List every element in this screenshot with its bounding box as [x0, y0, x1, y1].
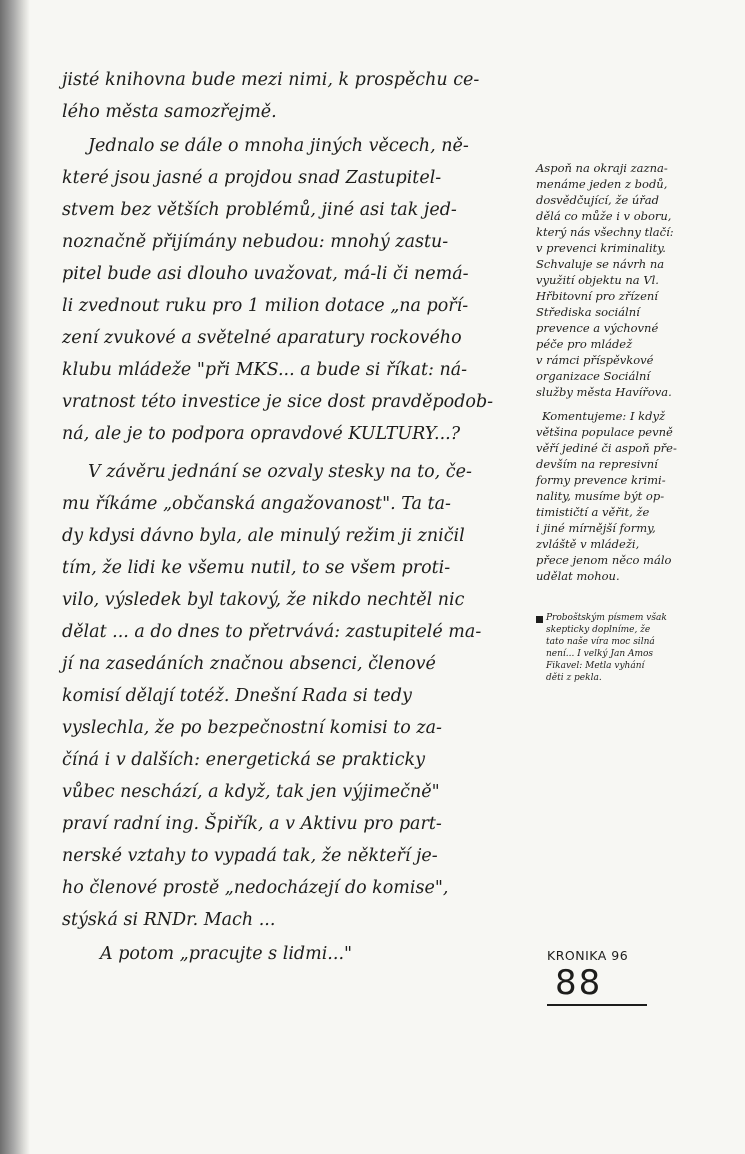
text-line: jisté knihovna bude mezi nimi, k prospěchu ce-	[62, 70, 480, 90]
footnote-line: tato naše víra moc silná	[546, 637, 655, 647]
sidenote-line: péče pro mládež	[536, 337, 633, 351]
text-line: li zvednout ruku pro 1 milion dotace „na poří-	[62, 296, 469, 316]
sidenote-line: Hřbitovní pro zřízení	[536, 289, 658, 303]
sidenote-line: prevence a výchovné	[536, 321, 659, 335]
text-line: Jednalo se dále o mnoha jiných věcech, ně-	[88, 136, 469, 156]
sidenote-line: dělá co může i v oboru,	[536, 209, 672, 223]
text-line: klubu mládeže "při MKS... a bude si říkat: ná-	[62, 360, 468, 380]
text-line: A potom „pracujte s lidmi..."	[100, 944, 353, 964]
footnote-line: děti z pekla.	[546, 673, 602, 683]
sidenote-line: většina populace pevně	[536, 425, 673, 439]
text-line: vůbec neschází, a když, tak jen výjimečně"	[62, 782, 440, 802]
text-line: číná i v dalších: energetická se prakticky	[62, 750, 425, 770]
sidenote-line: Střediska sociální	[536, 305, 640, 319]
sidenote-line: využití objektu na Vl.	[536, 273, 659, 287]
sidenote-line: Komentujeme: I když	[542, 409, 666, 423]
text-line: zení zvukové a světelné aparatury rockového	[62, 328, 462, 348]
text-line: vilo, výsledek byl takový, že nikdo nechtěl nic	[62, 590, 465, 610]
text-line: noznačně přijímány nebudou: mnohý zastu-	[62, 232, 449, 252]
text-line: dy kdysi dávno byla, ale minulý režim ji zničil	[62, 526, 465, 546]
text-line: vratnost této investice je sice dost pravděpodob-	[62, 392, 494, 412]
text-line: nerské vztahy to vypadá tak, že někteří je-	[62, 846, 438, 866]
sidenote-line: formy prevence krimi-	[536, 473, 666, 487]
text-line: jí na zasedáních značnou absenci, členové	[62, 654, 436, 674]
sidenote-line: organizace Sociální	[536, 369, 651, 383]
sidenote-line: v rámci příspěvkové	[536, 353, 654, 367]
text-line: mu říkáme „občanská angažovanost". Ta ta-	[62, 494, 451, 514]
sidenote-line: Aspoň na okraji zazna-	[536, 161, 668, 175]
text-line: stýská si RNDr. Mach ...	[62, 910, 276, 930]
sidenote-line: věří jediné či aspoň pře-	[536, 441, 677, 455]
text-line: V závěru jednání se ozvaly stesky na to, če-	[88, 462, 472, 482]
text-line: praví radní ing. Špiřík, a v Aktivu pro part-	[62, 814, 442, 834]
footnote-line: skepticky doplníme, že	[546, 625, 651, 635]
text-line: tím, že lidi ke všemu nutil, to se všem proti-	[62, 558, 451, 578]
chronicle-label: KRONIKA 96	[547, 948, 629, 963]
sidenote-line: menáme jeden z bodů,	[536, 177, 668, 191]
footnote-marker-icon	[536, 616, 543, 623]
text-line: ná, ale je to podpora opravdové KULTURY...?	[62, 424, 461, 444]
sidenote-line: zvláště v mládeži,	[536, 537, 640, 551]
sidenote-line: služby města Havířova.	[536, 385, 672, 399]
text-line: pitel bude asi dlouho uvažovat, má-li či nemá-	[62, 264, 469, 284]
page-number: 88	[555, 963, 603, 1003]
sidenote-line: který nás všechny tlačí:	[536, 225, 674, 239]
sidenote-line: devším na represivní	[536, 457, 658, 471]
sidenote-line: i jiné mírnější formy,	[536, 521, 656, 535]
sidenote-line: timističtí a věřit, že	[536, 505, 650, 519]
sidenote-line: dosvědčující, že úřad	[536, 193, 660, 207]
footnote-line: Proboštským písmem však	[546, 613, 667, 623]
text-line: které jsou jasné a projdou snad Zastupitel-	[62, 168, 442, 188]
footnote-line: Fikavel: Metla vyhání	[546, 661, 645, 671]
text-line: dělat ... a do dnes to přetrvává: zastupitelé ma-	[62, 622, 482, 642]
sidenote-line: udělat mohou.	[536, 569, 620, 583]
footnote-line: není... I velký Jan Amos	[546, 649, 654, 659]
sidenote-line: v prevenci kriminality.	[536, 241, 666, 255]
text-line: komisí dělají totéž. Dnešní Rada si tedy	[62, 686, 412, 706]
text-line: stvem bez větších problémů, jiné asi tak jed-	[62, 200, 457, 220]
text-line: lého města samozřejmě.	[62, 102, 277, 122]
page-number-underline	[547, 1004, 647, 1006]
text-line: ho členové prostě „nedocházejí do komise",	[62, 878, 449, 898]
sidenote-line: Schvaluje se návrh na	[536, 257, 665, 271]
sidenote-line: přece jenom něco málo	[536, 553, 672, 567]
book-binding-shadow	[0, 0, 30, 1154]
text-line: vyslechla, že po bezpečnostní komisi to za-	[62, 718, 442, 738]
chronicle-stamp	[547, 948, 667, 1002]
sidenote-line: nality, musíme být op-	[536, 489, 665, 503]
